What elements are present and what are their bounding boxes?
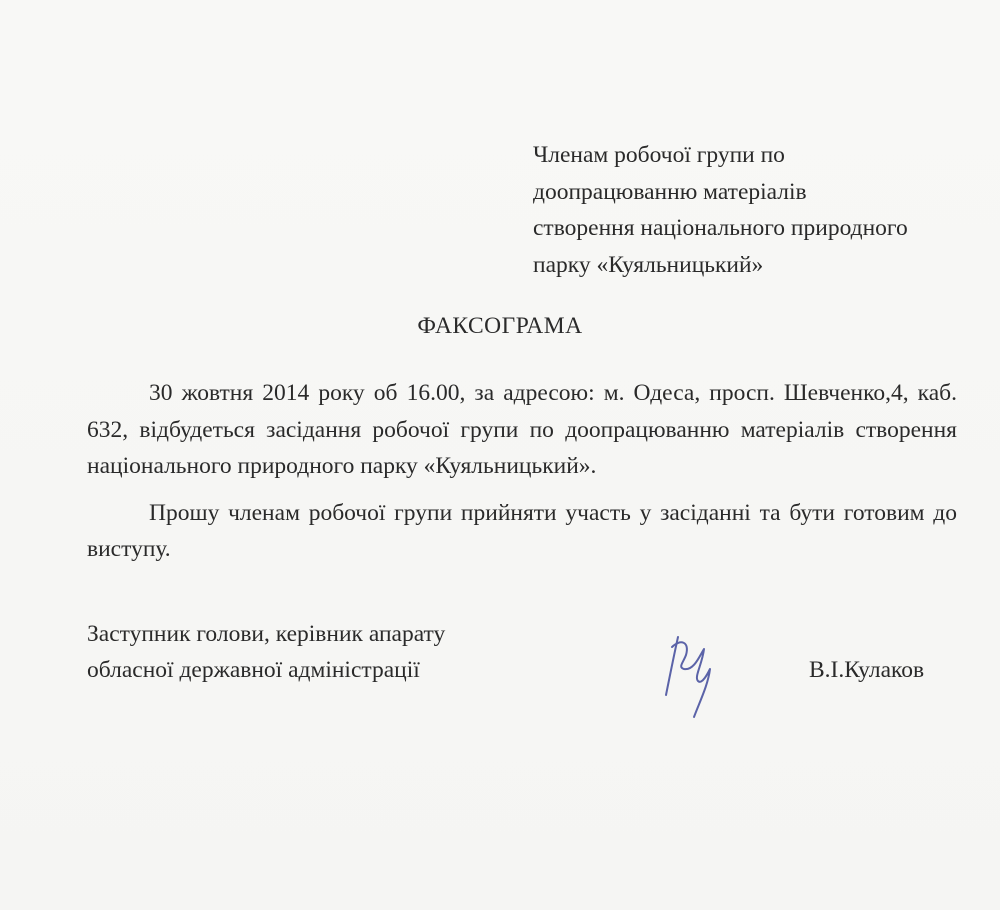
addressee-line: створення національного природного xyxy=(533,215,908,241)
addressee-block xyxy=(533,137,973,283)
addressee-line: парку «Куяльницький» xyxy=(533,251,764,278)
document-body xyxy=(87,375,957,568)
handwritten-signature xyxy=(650,625,730,720)
signer-position-line: Заступник голови, керівник апарату xyxy=(87,621,446,647)
signature-block xyxy=(87,616,957,688)
signer-position-line: обласної державної адміністрації xyxy=(87,657,420,683)
addressee-line: доопрацюванню матеріалів xyxy=(533,178,807,205)
addressee-line: Членам робочої групи по xyxy=(533,142,785,168)
body-paragraph: 30 жовтня 2014 року об 16.00, за адресою: м. Одеса, просп. Шевченко,4, каб. 632, відбудеться засідання робочої групи по доопрацюванню матеріалів створення національного природного парку «Куяльницький». xyxy=(87,380,957,479)
body-paragraph: Прошу членам робочої групи прийняти участь у засіданні та бути готовим до виступу. xyxy=(87,499,957,562)
document-title: ФАКСОГРАМА xyxy=(417,313,583,339)
signer-name: В.І.Кулаков xyxy=(809,657,925,683)
